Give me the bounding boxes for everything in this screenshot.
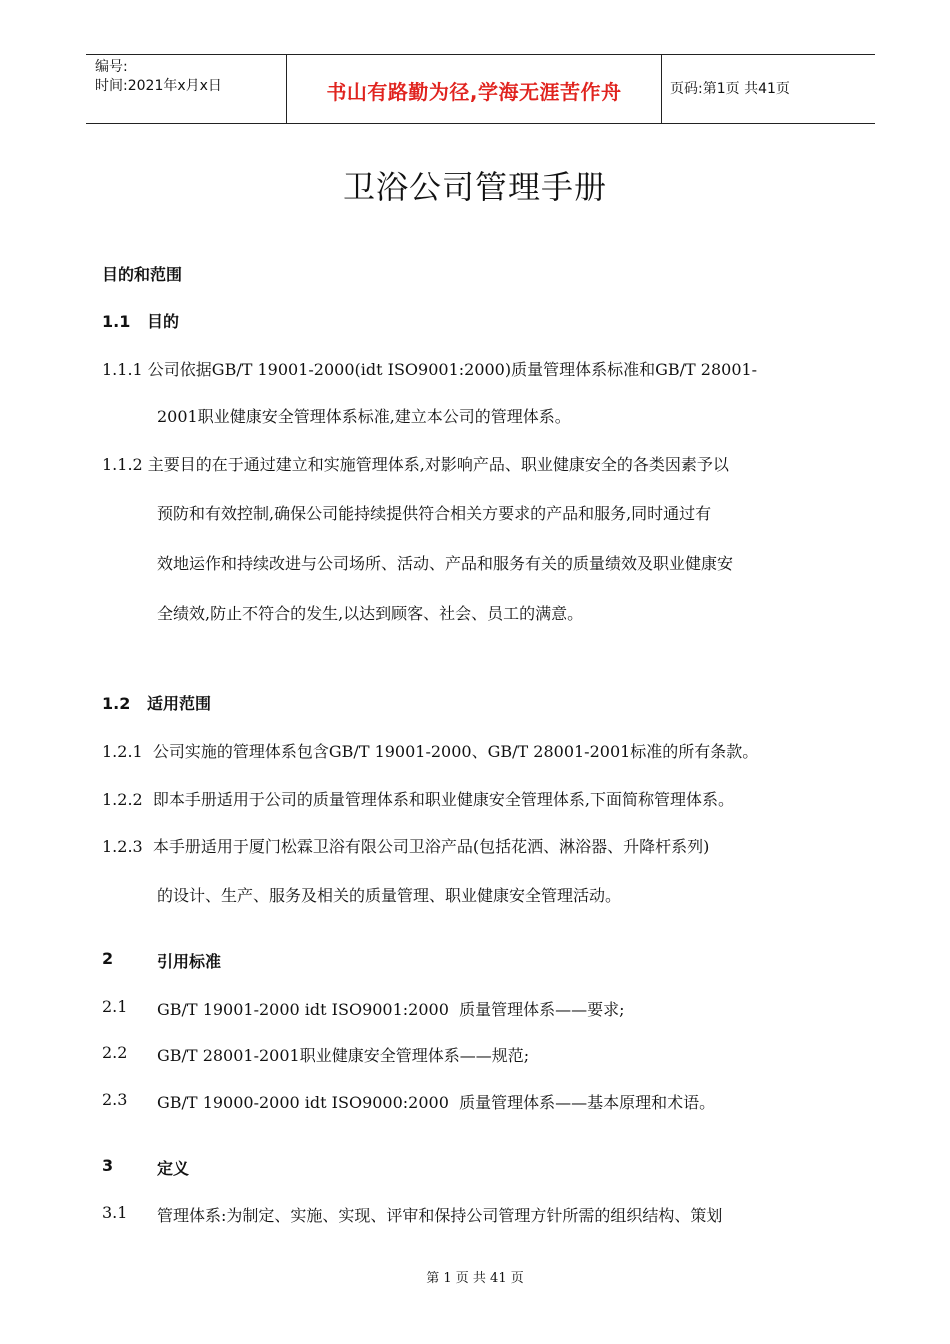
header-motto-cell [286,55,662,123]
item-2-2-text: GB/T 28001-2001职业健康安全管理体系——规范; [157,1046,530,1065]
item-2-1-number: 2.1 [102,997,128,1016]
item-2-2-number: 2.2 [102,1043,128,1062]
document-header [86,54,875,124]
paragraph-1-1-2-line2: 预防和有效控制,确保公司能持续提供符合相关方要求的产品和服务,同时通过有 [157,504,712,523]
document-title: 卫浴公司管理手册 [342,168,607,206]
motto-text: 书山有路勤为径,学海无涯苦作舟 [326,80,622,104]
paragraph-1-1-1-line1: 1.1.1 公司依据GB/T 19001-2000(idt ISO9001:2000)质量管理体系标准和GB/T 28001- [102,360,758,379]
item-2-3-number: 2.3 [102,1090,128,1109]
header-page-cell [661,55,875,123]
page-footer: 第 1 页 共 41 页 [426,1271,524,1286]
paragraph-1-2-3-line1: 1.2.3 本手册适用于厦门松霖卫浴有限公司卫浴产品(包括花洒、淋浴器、升降杆系列) [102,837,710,856]
paragraph-1-2-1: 1.2.1 公司实施的管理体系包含GB/T 19001-2000、GB/T 28001-2001标准的所有条款。 [102,742,759,761]
paragraph-1-2-3-line2: 的设计、生产、服务及相关的质量管理、职业健康安全管理活动。 [157,886,622,905]
page-info: 页码:第1页 共41页 [670,81,790,97]
time-label: 时间:2021年x月x日 [95,78,222,94]
paragraph-1-1-2-line3: 效地运作和持续改进与公司场所、活动、产品和服务有关的质量绩效及职业健康安 [157,554,734,573]
section-1-2-heading: 1.2 适用范围 [102,694,212,713]
item-2-1-text: GB/T 19001-2000 idt ISO9001:2000 质量管理体系——要求; [157,1000,625,1019]
number-label: 编号: [95,59,128,75]
paragraph-1-1-2-line4: 全绩效,防止不符合的发生,以达到顾客、社会、员工的满意。 [157,604,584,623]
section-3-number: 3 [102,1156,114,1175]
paragraph-1-1-1-line2: 2001职业健康安全管理体系标准,建立本公司的管理体系。 [157,407,571,426]
section-2-number: 2 [102,949,114,968]
item-3-1-text: 管理体系:为制定、实施、实现、评审和保持公司管理方针所需的组织结构、策划 [157,1206,723,1225]
item-3-1-number: 3.1 [102,1203,128,1222]
header-meta-cell [86,55,286,123]
section-purpose-scope: 目的和范围 [102,265,183,284]
section-1-1-heading: 1.1 目的 [102,312,180,331]
paragraph-1-2-2: 1.2.2 即本手册适用于公司的质量管理体系和职业健康安全管理体系,下面简称管理体系。 [102,790,734,809]
item-2-3-text: GB/T 19000-2000 idt ISO9000:2000 质量管理体系——基本原理和术语。 [157,1093,716,1112]
section-3-heading: 定义 [157,1159,190,1178]
paragraph-1-1-2-line1: 1.1.2 主要目的在于通过建立和实施管理体系,对影响产品、职业健康安全的各类因素予以 [102,455,729,474]
section-2-heading: 引用标准 [157,952,222,971]
